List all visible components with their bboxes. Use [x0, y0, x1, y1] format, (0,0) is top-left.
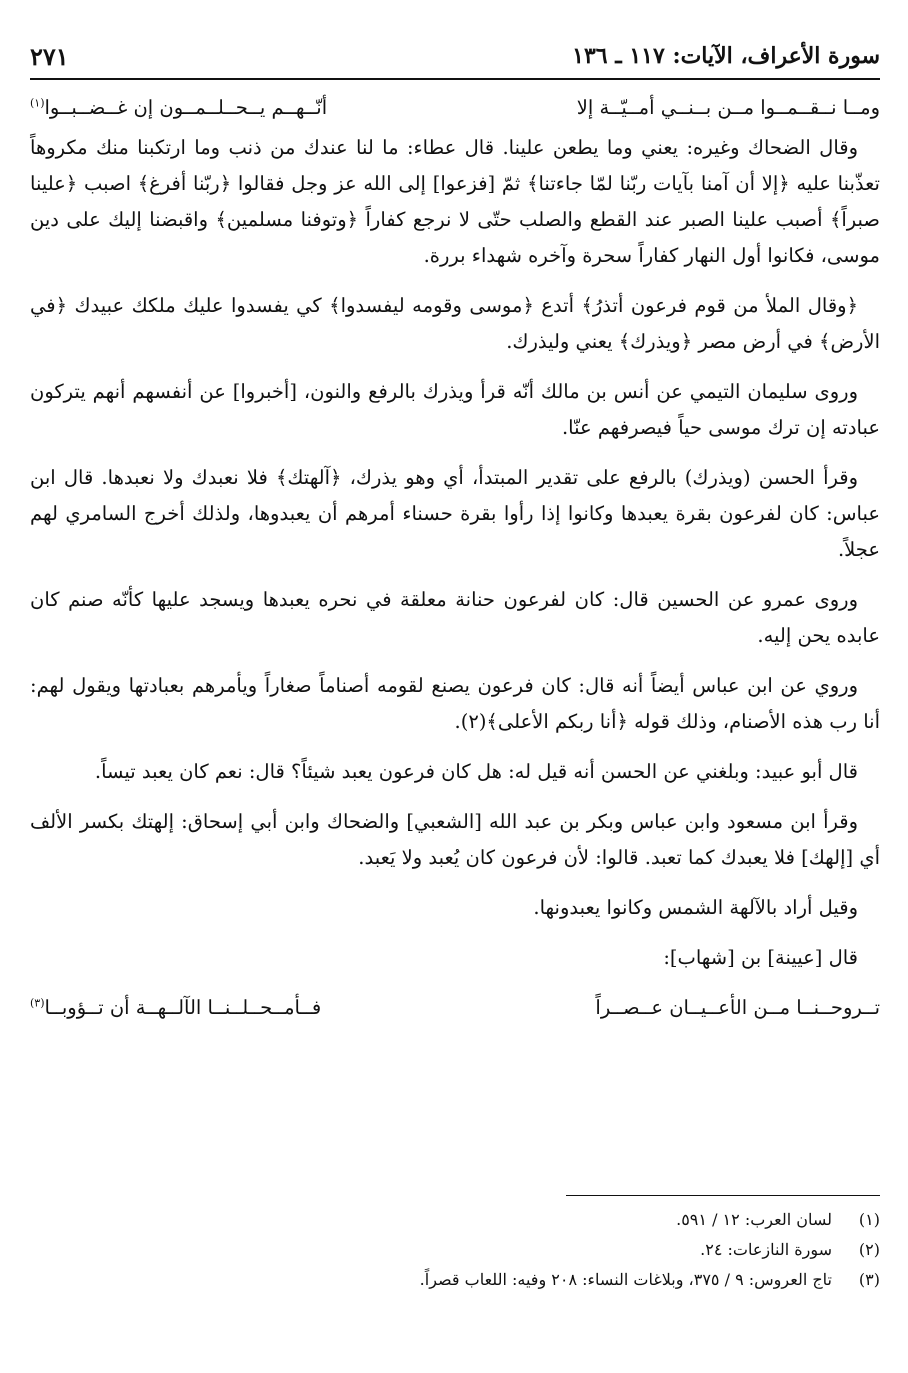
paragraph: وقرأ ابن مسعود وابن عباس وبكر بن عبد الله [الشعبي] والضحاك وابن أبي إسحاق: إلهتك بكسر الألف أي [إلهك] فلا يعبدك كما تعبد. قالوا: لأن فرعون كان يُعبد ولا يَعبد.: [30, 810, 880, 869]
footnote-number: (٣): [858, 1270, 880, 1289]
verse-hemistich-right: ومــا نــقــمــوا مــن بــنــي أمــيّــة إلا: [576, 96, 880, 119]
paragraph: ﴿وقال الملأ من قوم فرعون أتذرُ﴾ أتدع ﴿موسى وقومه ليفسدوا﴾ كي يفسدوا عليك ملكك عبيدك ﴿في الأرض﴾ في أرض مصر ﴿ويذرك﴾ يعني وليذرك.: [30, 294, 880, 353]
paragraph: وروي عن ابن عباس أيضاً أنه قال: كان فرعون يصنع لقومه أصناماً صغاراً ويأمرهم بعبادتها ويقول لهم: أنا رب هذه الأصنام، وذلك قوله ﴿أنا ربكم الأعلى﴾(٢).: [30, 674, 880, 733]
verse-hemistich-left: [30, 990, 321, 1026]
footnote-separator: [566, 1195, 880, 1196]
footnote-text: لسان العرب: ١٢ / ٥٩١.: [676, 1210, 832, 1229]
footnote-ref: (١): [30, 96, 45, 110]
verse-couplet-bottom: [30, 990, 880, 1026]
paragraph: وقال الضحاك وغيره: يعني وما يطعن علينا. قال عطاء: ما لنا عندك من ذنب وما ارتكبنا منك مكروهاً تعذّبنا عليه ﴿إلا أن آمنا بآيات ربّنا لمّا جاءتنا﴾ ثمّ [فزعوا] إلى الله عز وجل فقالوا ﴿ربّنا أفرغ﴾ اصبب ﴿علينا صبراً﴾ أصبب علينا الصبر عند القطع والصلب حتّى لا نرجع كفاراً ﴿وتوفنا مسلمين﴾ واقبضنا إليك على دين موسى، فكانوا أول النهار كفاراً سحرة وآخره شهداء بررة.: [30, 136, 880, 267]
paragraph: وقيل أراد بالآلهة الشمس وكانوا يعبدونها.: [533, 896, 858, 919]
footnote: [30, 1265, 880, 1295]
footnote-text: سورة النازعات: ٢٤.: [700, 1240, 832, 1259]
footnote-number: (٢): [858, 1240, 880, 1259]
verse-hemistich-right: تــروحــنــا مــن الأعــيــان عــصــراً: [595, 996, 880, 1019]
footnote: [30, 1205, 880, 1235]
verse-left-text: أنّــهــم يــحــلــمــون إن غــضــبــوا: [44, 96, 328, 119]
footnote: [30, 1235, 880, 1265]
running-title: سورة الأعراف، الآيات: ١١٧ ـ ١٣٦: [572, 43, 880, 69]
body-text: [30, 90, 880, 1030]
footnote-ref: (٣): [30, 996, 45, 1010]
paragraph: قال [عيينة] بن [شهاب]:: [663, 946, 858, 969]
verse-left-text: فــأمــحــلــنــا الآلــهــة أن تــؤوبــا: [44, 996, 322, 1019]
paragraph: وروى سليمان التيمي عن أنس بن مالك أنّه قرأ ويذرك بالرفع والنون، [أخبروا] عن أنفسهم أنهم يتركون عبادته إن ترك موسى حياً فيصرفهم عنّا.: [30, 380, 880, 439]
paragraph: قال أبو عبيد: وبلغني عن الحسن أنه قيل له: هل كان فرعون يعبد شيئاً؟ قال: نعم كان يعبد تيساً.: [94, 760, 858, 783]
paragraph: وروى عمرو عن الحسين قال: كان لفرعون حنانة معلقة في نحره يعبدها ويسجد عليها كأنّه صنم كان عابده يحن إليه.: [30, 588, 880, 647]
paragraph: وقرأ الحسن (ويذرك) بالرفع على تقدير المبتدأ، أي وهو يذرك، ﴿آلهتك﴾ فلا نعبدك ولا نعبدها. قال ابن عباس: كان لفرعون بقرة يعبدها وكانوا إذا رأوا بقرة حسناء أمرهم أن يعبدوها، ولذلك أخرج السامري لهم عجلاً.: [30, 466, 880, 561]
verse-hemistich-left: [30, 90, 327, 126]
footnote-text: تاج العروس: ٩ / ٣٧٥، وبلاغات النساء: ٢٠٨ وفيه: اللعاب قصراً.: [419, 1270, 832, 1289]
page-header: [30, 38, 880, 74]
footnotes: [30, 1205, 880, 1295]
page-number: ٢٧١: [30, 41, 69, 71]
header-rule: [30, 78, 880, 80]
verse-couplet-top: [30, 90, 880, 126]
footnote-number: (١): [858, 1210, 880, 1229]
